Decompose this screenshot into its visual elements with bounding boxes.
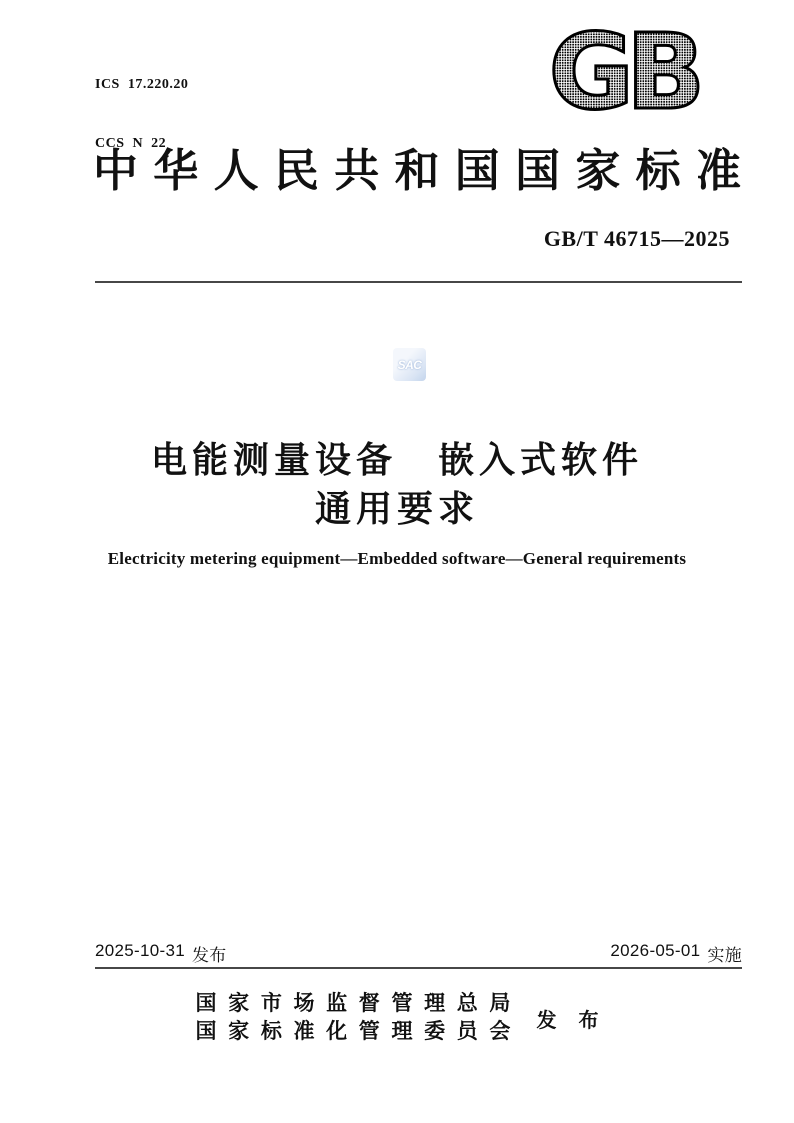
gb-logo-text: GB xyxy=(548,20,698,118)
sac-watermark xyxy=(393,348,426,381)
ccs-code: CCS N 22 xyxy=(95,135,167,151)
issue-date-group xyxy=(95,941,227,966)
implement-date-group xyxy=(610,941,742,966)
ics-code: ICS 17.220.20 xyxy=(95,77,189,93)
document-title-line1: 电能测量设备 嵌入式软件 xyxy=(150,439,643,480)
publish-label: 发 布 xyxy=(536,1010,599,1033)
issue-date: 2025-10-31 xyxy=(95,941,185,960)
national-standard-heading: 中 华 人 民 共 和 国 国 家 标 准 xyxy=(93,146,741,196)
footer-divider xyxy=(95,967,742,969)
publisher-line2: 国 家 标 准 化 管 理 委 员 会 xyxy=(195,1018,511,1043)
english-title: Electricity metering equipment—Embedded software—General requirements xyxy=(107,549,687,568)
issue-date-label: 发布 xyxy=(191,946,227,965)
publisher-block xyxy=(0,990,794,1045)
sac-watermark-text: SAC xyxy=(397,357,422,372)
document-title-line2: 通用要求 xyxy=(314,488,479,529)
standard-number: GB/T 46715—2025 xyxy=(543,226,730,251)
implement-date-label: 实施 xyxy=(707,946,742,965)
header-divider xyxy=(95,281,742,283)
publisher-line1: 国 家 市 场 监 督 管 理 总 局 xyxy=(195,991,511,1015)
implement-date: 2026-05-01 xyxy=(610,941,701,960)
dates-row xyxy=(95,941,742,966)
gb-logo xyxy=(538,20,708,118)
publisher-names xyxy=(196,990,511,1045)
